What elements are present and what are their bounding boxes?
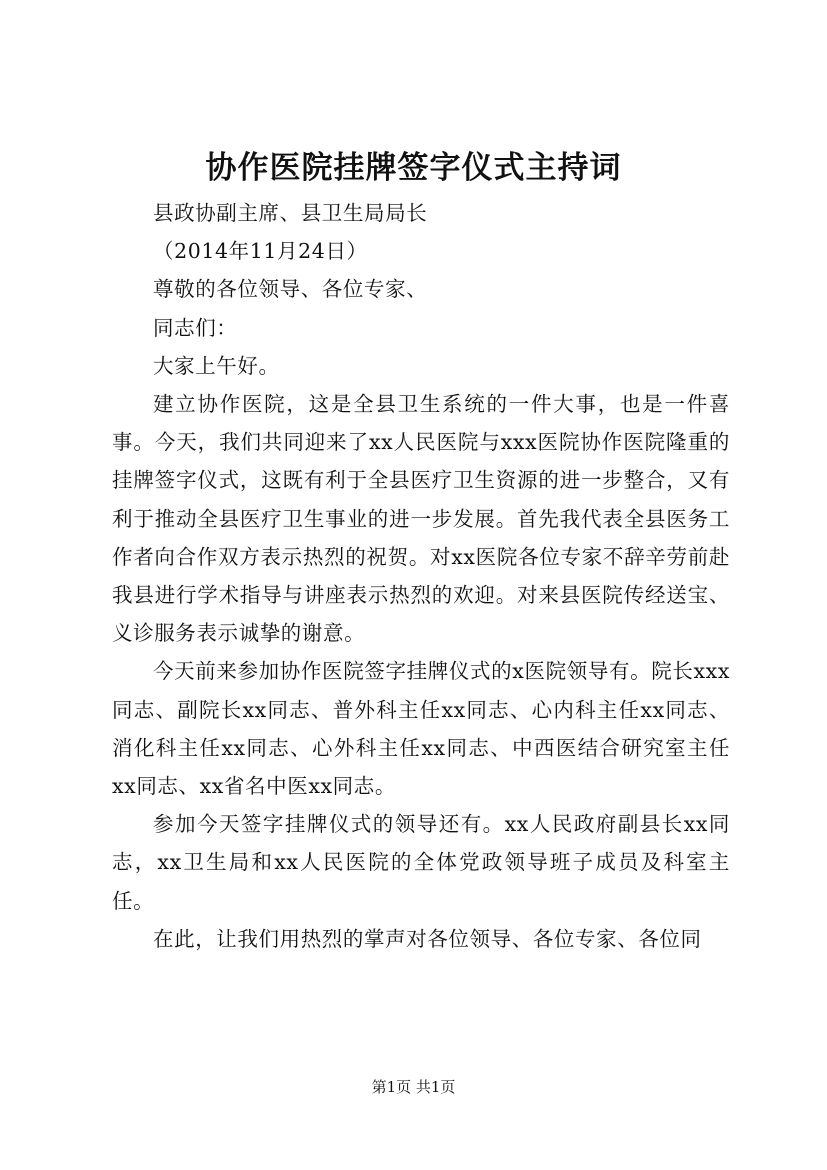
salutation-line: 尊敬的各位领导、各位专家、 [153, 277, 428, 302]
salutation-line-2: 同志们： [153, 315, 238, 340]
body-paragraph: 在此，让我们用热烈的掌声对各位领导、各位专家、各位同 [153, 926, 702, 951]
date-line: （2014年11月24日） [153, 239, 368, 264]
body-paragraph: 今天前来参加协作医院签字挂牌仪式的x医院领导有。院长xxx同志、副院长xx同志、普外科主任xx同志、心内科主任xx同志、消化科主任xx同志、心外科主任xx同志、中西医结合研究室主任xx同志、xx省名中医xx同志。 [112, 659, 730, 799]
speaker-line: 县政协副主席、县卫生局局长 [153, 201, 428, 225]
body-paragraph: 参加今天签字挂牌仪式的领导还有。xx人民政府副县长xx同志，xx卫生局和xx人民医院的全体党政领导班子成员及科室主任。 [112, 812, 730, 913]
greeting-line: 大家上午好。 [153, 353, 280, 378]
body-paragraph: 建立协作医院，这是全县卫生系统的一件大事，也是一件喜事。今天，我们共同迎来了xx人民医院与xxx医院协作医院隆重的挂牌签字仪式，这既有利于全县医疗卫生资源的进一步整合，又有利于推动全县医疗卫生事业的进一步发展。首先我代表全县医务工作者向合作双方表示热烈的祝贺。对xx医院各位专家不辞辛劳前赴我县进行学术指导与讲座表示热烈的欢迎。对来县医院传经送宝、义诊服务表示诚挚的谢意。 [112, 392, 730, 646]
page-number: 第1页 共1页 [371, 1078, 456, 1096]
document-title: 协作医院挂牌签字仪式主持词 [205, 150, 622, 186]
document-body [112, 194, 730, 958]
